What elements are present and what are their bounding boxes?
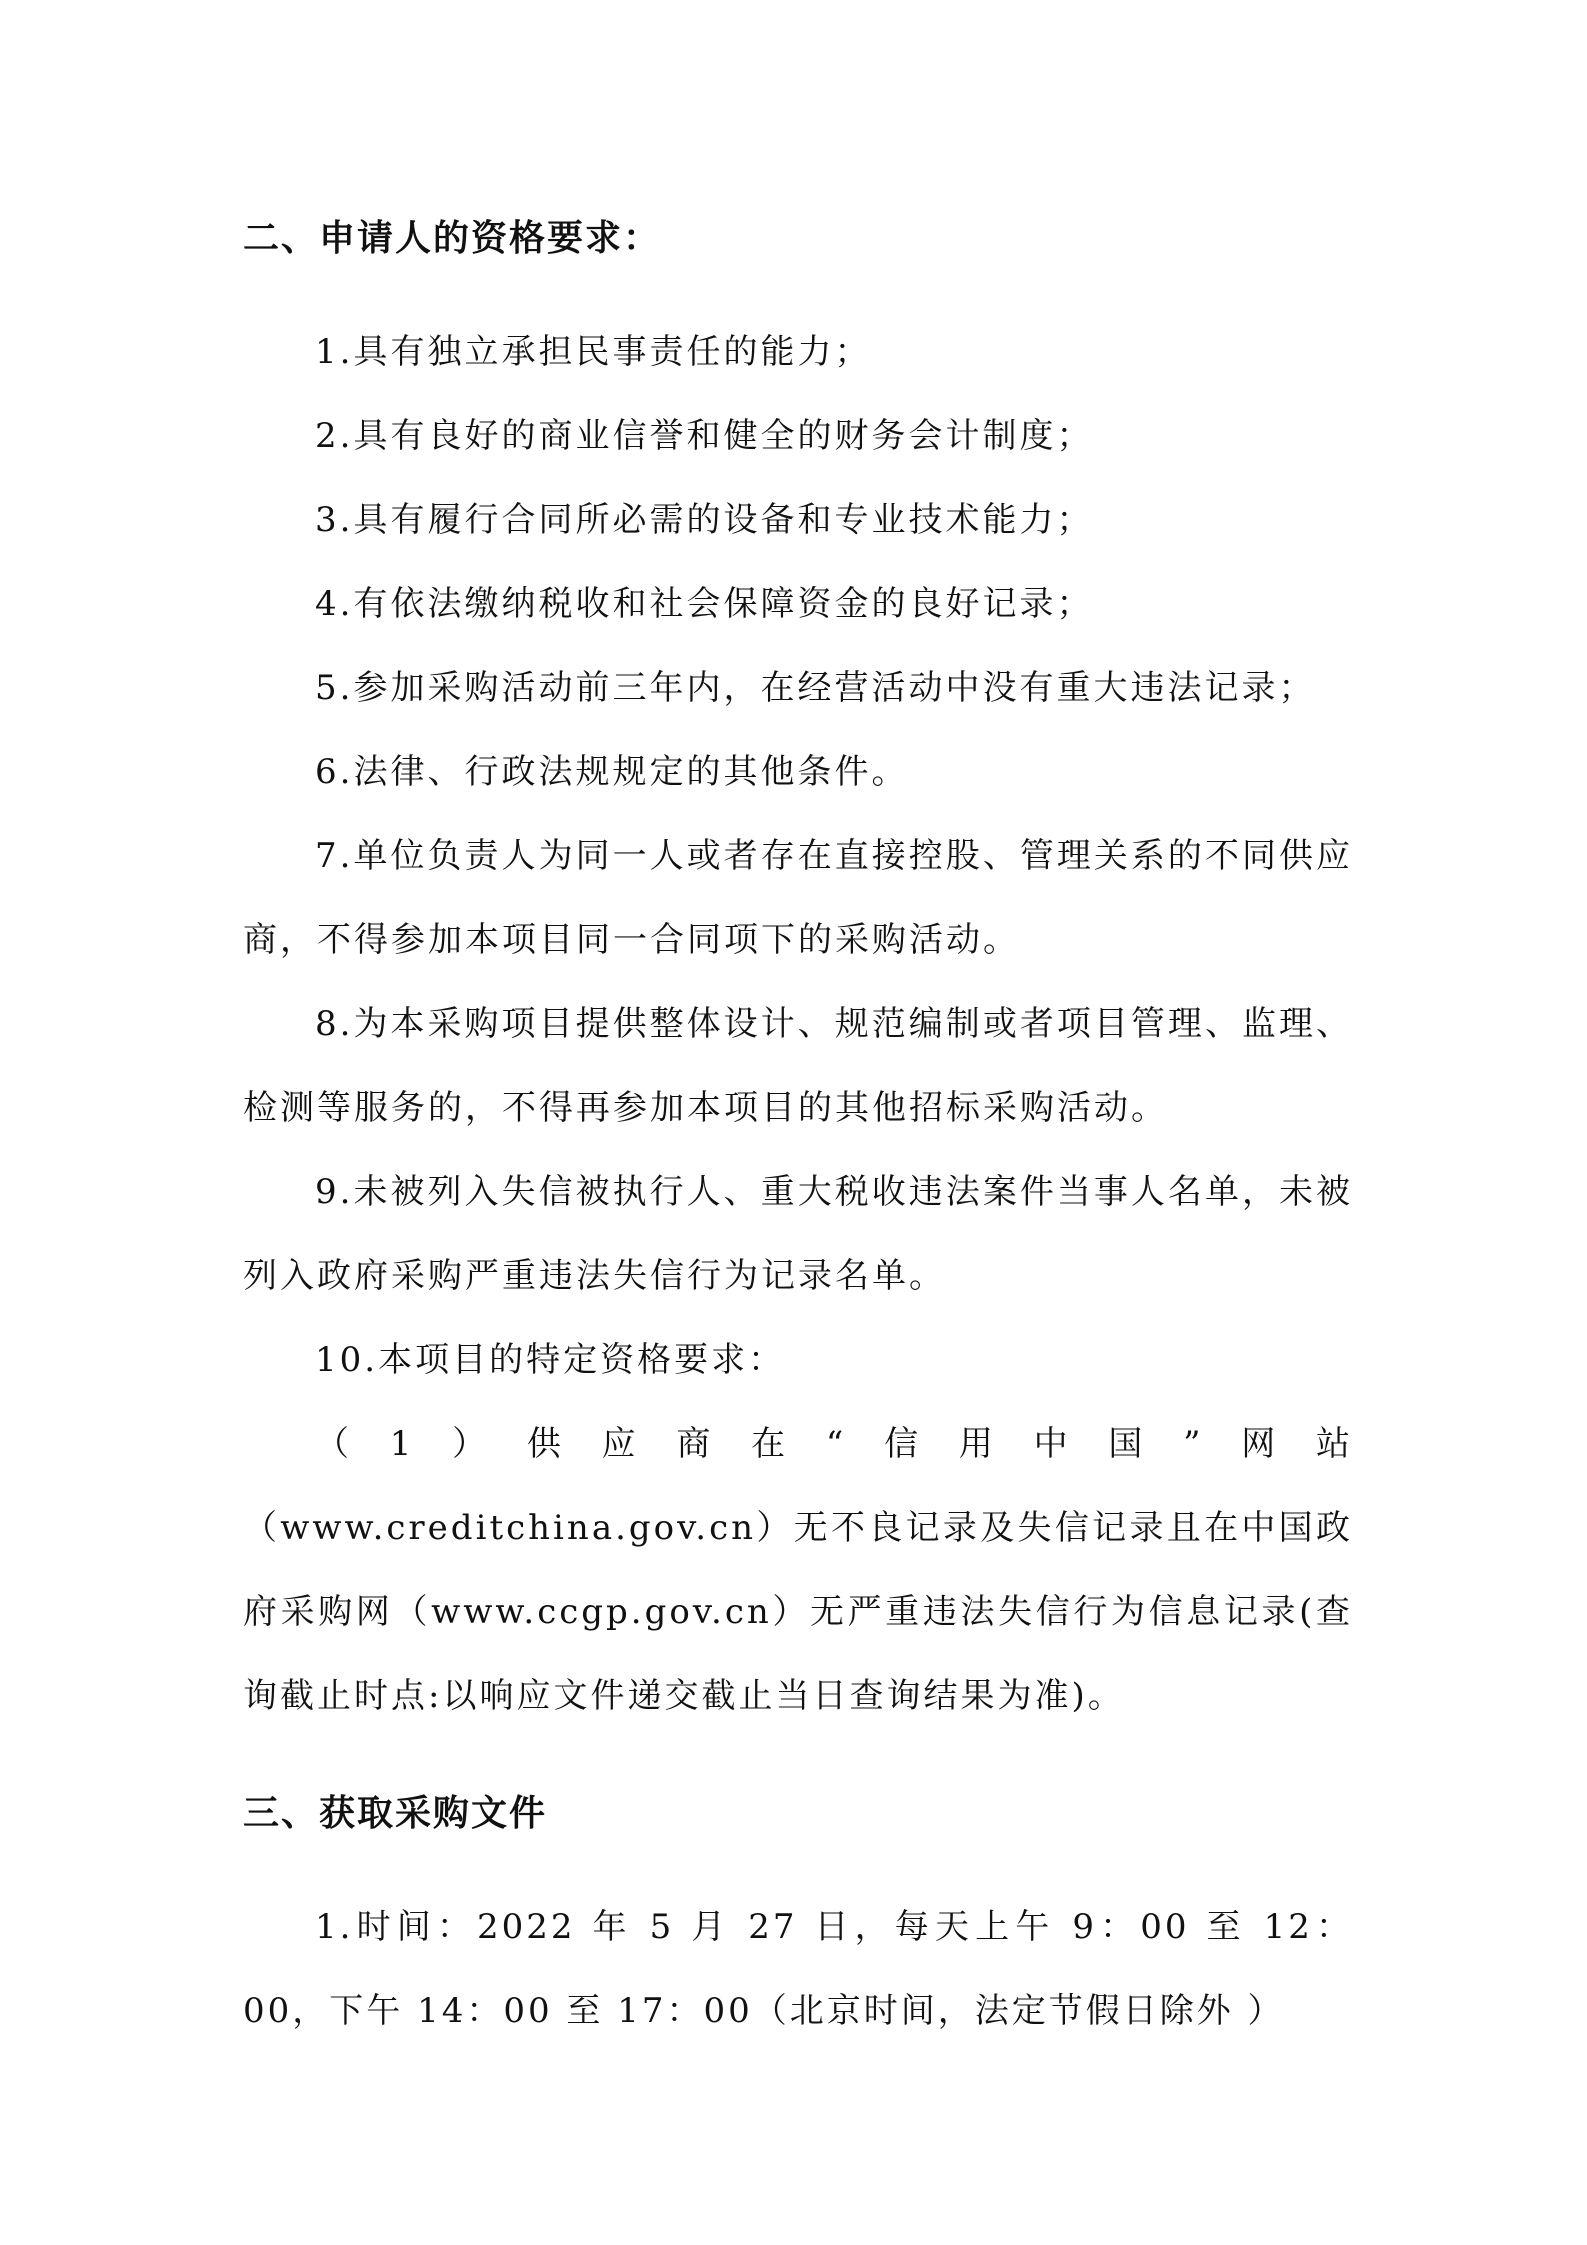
qualification-item-6: 6.法律、行政法规规定的其他条件。 xyxy=(315,752,909,792)
qualification-item-1: 1.具有独立承担民事责任的能力； xyxy=(315,332,872,372)
qualification-item-3: 3.具有履行合同所必需的设备和专业技术能力； xyxy=(315,500,1094,540)
qualification-item-8: 8.为本采购项目提供整体设计、规范编制或者项目管理、监理、检测等服务的，不得再参加本项目的其他招标采购活动。 xyxy=(243,1004,1353,1128)
qualification-item-7: 7.单位负责人为同一人或者存在直接控股、管理关系的不同供应商，不得参加本项目同一合同项下的采购活动。 xyxy=(243,836,1353,960)
qualification-item-2: 2.具有良好的商业信誉和健全的财务会计制度； xyxy=(315,416,1094,456)
qualification-item-4: 4.有依法缴纳税收和社会保障资金的良好记录； xyxy=(315,584,1094,624)
qualification-item-9: 9.未被列入失信被执行人、重大税收违法案件当事人名单，未被列入政府采购严重违法失信行为记录名单。 xyxy=(243,1172,1353,1296)
qualification-item-5: 5.参加采购活动前三年内，在经营活动中没有重大违法记录； xyxy=(315,668,1316,708)
section-heading-obtain-documents: 三、获取采购文件 xyxy=(243,1793,548,1834)
qualification-item-10-1: （1）供应商在“信用中国”网站（www.creditchina.gov.cn）无不良记录及失信记录且在中国政府采购网（www.ccgp.gov.cn）无严重违法失信行为信息记录(查询截止时点:以响应文件递交截止当日查询结果为准)。 xyxy=(243,1424,1353,1716)
obtain-time-item: 1.时间：2022 年 5 月 27 日，每天上午 9：00 至 12：00，下午 14：00 至 17：00（北京时间，法定节假日除外 ） xyxy=(243,1907,1353,2031)
section-heading-qualifications: 二、申请人的资格要求： xyxy=(243,218,662,259)
qualification-item-10: 10.本项目的特定资格要求： xyxy=(315,1340,786,1380)
